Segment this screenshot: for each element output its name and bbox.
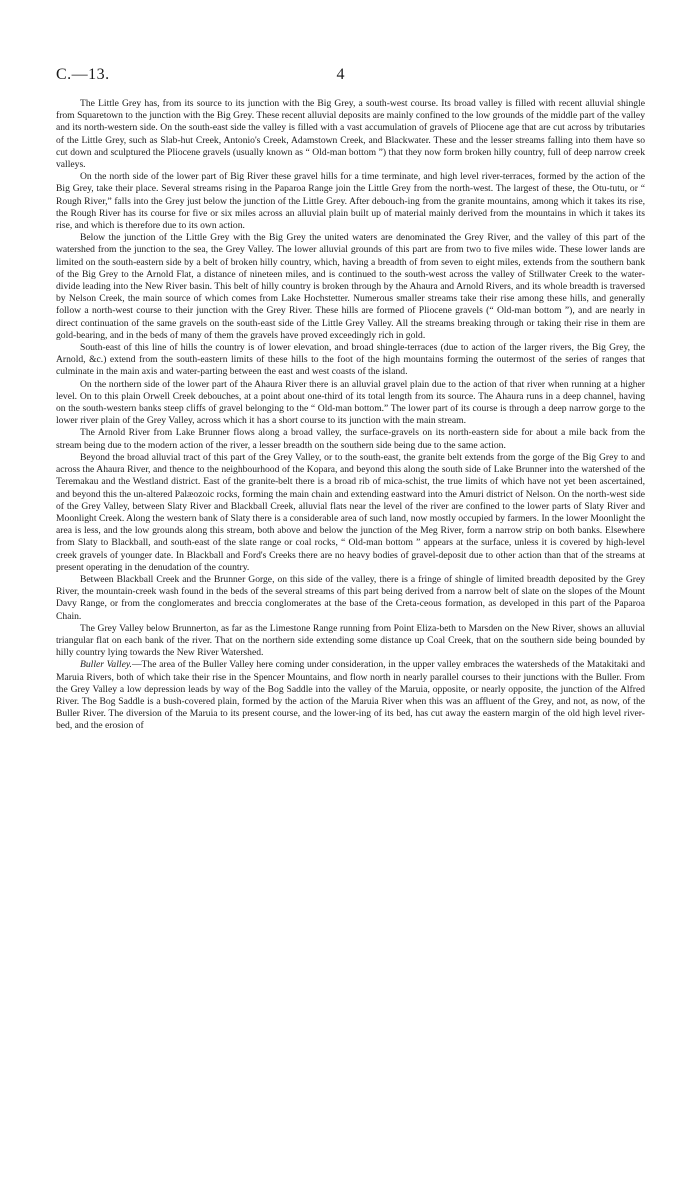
paragraph-ahaura-river bbox=[56, 379, 645, 428]
paragraph-shingle-terraces bbox=[56, 342, 645, 379]
paragraph-text: The Little Grey has, from its source to its junction with the Big Grey, a south-west course. Its broad valley is filled with recent alluvial shingle from Squaretown to the junction with the Big Grey. These recent alluvial deposits are mainly confined to the low grounds of the middle part of the valley and its north-western side. On the south-east side the valley is filled with a vast accumulation of gravels of Pliocene age that are cut across by tributaries of the Little Grey, such as Slab-hut Creek, Antonio's Creek, Adamstown Creek, and Blackwater. These and the lesser streams falling into them have so cut down and sculptured the Pliocene gravels (usually known as “ Old-man bottom ”) that they now form broken hilly country, full of deep narrow creek valleys. bbox=[56, 98, 645, 171]
page-number: 4 bbox=[336, 66, 345, 83]
paragraph-text: The Arnold River from Lake Brunner flows along a broad valley, the surface-gravels on its north-eastern side for about a mile back from the stream being due to the modern action of the river, a lesser breadth on the southern side being due to the same action. bbox=[56, 427, 645, 451]
paragraph-granite-belt bbox=[56, 452, 645, 574]
paragraph-text: On the north side of the lower part of Big River these gravel hills for a time terminate, and high level river-terraces, formed by the action of the Big Grey, take their place. Several streams rising in the Paparoa Range join the Little Grey from the north-west. The largest of these, the Otu-tutu, or “ Rough River,” falls into the Grey just below the junction of the Little Grey. After debouch-ing from the granite mountains, among which it takes its rise, the Rough River has its course for five or six miles across an alluvial plain built up of material mainly derived from the mountains in which it takes its rise, and which is therefore due to its own action. bbox=[56, 171, 645, 232]
document-body bbox=[56, 98, 645, 733]
paragraph-text: The Grey Valley below Brunnerton, as far as the Limestone Range running from Point Eliza-beth to Marsden on the New River, shows an alluvial triangular flat on each bank of the river. That on the northern side extending some distance up Coal Creek, that on the southern side being bounded by hilly country lying towards the New River Watershed. bbox=[56, 622, 645, 659]
paragraph-grey-valley bbox=[56, 232, 645, 342]
paragraph-little-grey bbox=[56, 98, 645, 171]
paragraph-text: On the northern side of the lower part of the Ahaura River there is an alluvial gravel plain due to the action of that river when running at a higher level. On to this plain Orwell Creek debouches, at a point about one-third of its total length from its source. The Ahaura runs in a deep channel, having on the south-western banks steep cliffs of gravel belonging to the “ Old-man bottom.” The lower part of its course is through a deep narrow gorge to the lower river plain of the Grey Valley, across which it has a short course to its junction with the main stream. bbox=[56, 378, 645, 427]
paragraph-big-river bbox=[56, 171, 645, 232]
paragraph-text: —The area of the Buller Valley here coming under consideration, in the upper valley embraces the watersheds of the Matakitaki and Maruia Rivers, both of which take their rise in the Spencer Mountains, and flow north in nearly parallel courses to their junctions with the Buller. From the Grey Valley a low depression leads by way of the Bog Saddle into the valley of the Maruia, opposite, or nearly opposite, the junction of the Alfred River. The Bog Saddle is a bush-covered plain, formed by the action of the Maruia River when this was an affluent of the Grey, and not, as now, of the Buller River. The diversion of the Maruia to its present course, and the lower-ing of its bed, has cut away the eastern margin of the old high level river-bed, and the erosion of bbox=[56, 659, 646, 732]
paragraph-text: South-east of this line of hills the country is of lower elevation, and broad shingle-terraces (due to action of the larger rivers, the Big Grey, the Arnold, &c.) extend from the south-eastern limits of these hills to the foot of the high mountains forming the outermost of the series of ranges that culminate in the main axis and water-parting between the east and west coasts of the island. bbox=[56, 342, 645, 378]
paragraph-brunnerton bbox=[56, 623, 645, 660]
paragraph-buller-valley bbox=[56, 659, 645, 732]
paragraph-text: Between Blackball Creek and the Brunner Gorge, on this side of the valley, there is a fringe of shingle of limited breadth deposited by the Grey River, the mountain-creek wash found in the beds of the several streams of this part being derived from a narrow belt of slate on the slopes of the Mount Davy Range, or from the conglomerates and breccia conglomerates at the base of the Creta-ceous formation, as developed in this part of the Paparoa Chain. bbox=[56, 573, 645, 622]
paragraph-text: Below the junction of the Little Grey with the Big Grey the united waters are denominated the Grey River, and the valley of this part of the watershed from the junction to the sea, the Grey Valley. The lower alluvial grounds of this part are from two to five miles wide. These lower lands are limited on the south-eastern side by a belt of broken hilly country, which, having a breadth of from seven to eight miles, extends from the southern bank of the Big Grey to the Arnold Flat, a distance of nineteen miles, and is continued to the south-west across the valley of Stillwater Creek to the water-divide leading into the New River basin. This belt of hilly country is broken through by the Ahaura and Arnold Rivers, and its whole breadth is traversed by Nelson Creek, the main source of which comes from Lake Hochstetter. Numerous smaller streams take their rise among these hills, and generally follow a north-west course to their junction with the Grey River. These hills are formed of Pliocene gravels (“ Old-man bottom ”), and are nearly in direct continuation of the same gravels on the south-east side of the Little Grey Valley. All the streams breaking through or taking their rise in them are gold-bearing, and in the beds of many of them the gravels have proved exceedingly rich in gold. bbox=[56, 232, 645, 341]
paragraph-text: Beyond the broad alluvial tract of this part of the Grey Valley, or to the south-east, the granite belt extends from the gorge of the Big Grey to and across the Ahaura River, and thence to the neighbourhood of the Kopara, and beyond this along the south side of Lake Brunner into the watershed of the Teremakau and the Westland district. East of the granite-belt there is a broad rib of mica-schist, the true limits of which have not yet been ascertained, and beyond this the un-altered Palæozoic rocks, forming the main chain and extending eastward into the Amuri district of Nelson. On the north-west side of the Grey Valley, between Slaty River and Blackball Creek, alluvial flats near the level of the river are confined to the lower parts of Slaty River and Moonlight Creek. Along the western bank of Slaty there is a considerable area of such land, now mostly occupied by farmers. In the lower Moonlight the area is less, and the low grounds along this stream, both above and below the junction of the Meg River, form a narrow strip on both banks. Elsewhere from Slaty to Blackball, and south-east of the slate range or coal rocks, “ Old-man bottom ” appears at the surface, unless it is covered by high-level creek gravels of younger date. In Blackball and Ford's Creeks there are no heavy bodies of gravel-deposit due to other action than that of the streams at present operating in the denudation of the country. bbox=[56, 451, 645, 573]
paragraph-arnold-river bbox=[56, 427, 645, 451]
section-lead: Buller Valley. bbox=[80, 659, 132, 671]
paragraph-blackball-creek bbox=[56, 574, 645, 623]
page-header bbox=[56, 66, 645, 96]
document-reference: C.—13. bbox=[56, 66, 110, 83]
